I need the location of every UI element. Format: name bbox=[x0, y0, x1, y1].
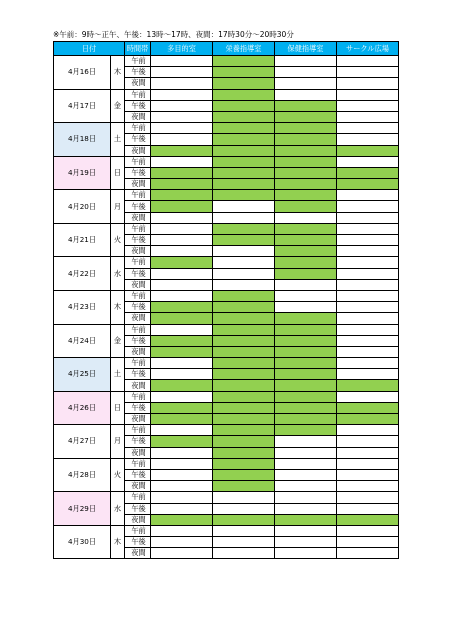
time-slot-cell: 午前 bbox=[125, 458, 151, 469]
nutrition-room-booked-cell[interactable] bbox=[213, 134, 275, 145]
reservation-schedule-table bbox=[53, 41, 399, 559]
health-room-free-cell[interactable] bbox=[275, 537, 337, 548]
time-slot-cell: 午前 bbox=[125, 324, 151, 335]
weekday-cell: 木 bbox=[111, 290, 125, 324]
circle-plaza-free-cell[interactable] bbox=[337, 335, 399, 346]
circle-plaza-free-cell[interactable] bbox=[337, 257, 399, 268]
time-slot-cell: 午後 bbox=[125, 436, 151, 447]
nutrition-room-booked-cell[interactable] bbox=[213, 290, 275, 301]
nutrition-room-booked-cell[interactable] bbox=[213, 335, 275, 346]
nutrition-room-booked-cell[interactable] bbox=[213, 514, 275, 525]
circle-plaza-free-cell[interactable] bbox=[337, 302, 399, 313]
time-slot-cell: 夜間 bbox=[125, 346, 151, 357]
health-room-free-cell[interactable] bbox=[275, 212, 337, 223]
circle-plaza-free-cell[interactable] bbox=[337, 436, 399, 447]
multipurpose-room-booked-cell[interactable] bbox=[151, 346, 213, 357]
health-room-free-cell[interactable] bbox=[275, 481, 337, 492]
nutrition-room-booked-cell[interactable] bbox=[213, 358, 275, 369]
health-room-free-cell[interactable] bbox=[275, 302, 337, 313]
circle-plaza-free-cell[interactable] bbox=[337, 503, 399, 514]
time-slot-cell: 夜間 bbox=[125, 246, 151, 257]
multipurpose-room-free-cell[interactable] bbox=[151, 503, 213, 514]
time-slot-cell: 午後 bbox=[125, 402, 151, 413]
weekday-cell: 日 bbox=[111, 156, 125, 190]
date-cell: 4月29日 bbox=[54, 492, 111, 526]
nutrition-room-booked-cell[interactable] bbox=[213, 391, 275, 402]
weekday-cell: 水 bbox=[111, 492, 125, 526]
health-room-booked-cell[interactable] bbox=[275, 167, 337, 178]
multipurpose-room-free-cell[interactable] bbox=[151, 89, 213, 100]
nutrition-room-booked-cell[interactable] bbox=[213, 67, 275, 78]
multipurpose-room-free-cell[interactable] bbox=[151, 447, 213, 458]
header-circle-plaza: サークル広場 bbox=[337, 42, 399, 56]
circle-plaza-free-cell[interactable] bbox=[337, 223, 399, 234]
date-cell: 4月24日 bbox=[54, 324, 111, 358]
circle-plaza-free-cell[interactable] bbox=[337, 100, 399, 111]
nutrition-room-free-cell[interactable] bbox=[213, 503, 275, 514]
multipurpose-room-free-cell[interactable] bbox=[151, 548, 213, 559]
time-slot-cell: 午前 bbox=[125, 223, 151, 234]
time-slot-cell: 夜間 bbox=[125, 414, 151, 425]
time-slot-cell: 午後 bbox=[125, 302, 151, 313]
health-room-booked-cell[interactable] bbox=[275, 425, 337, 436]
circle-plaza-free-cell[interactable] bbox=[337, 391, 399, 402]
nutrition-room-booked-cell[interactable] bbox=[213, 425, 275, 436]
circle-plaza-free-cell[interactable] bbox=[337, 201, 399, 212]
weekday-cell: 土 bbox=[111, 123, 125, 157]
nutrition-room-booked-cell[interactable] bbox=[213, 380, 275, 391]
nutrition-room-booked-cell[interactable] bbox=[213, 369, 275, 380]
schedule-body bbox=[54, 56, 399, 559]
nutrition-room-booked-cell[interactable] bbox=[213, 481, 275, 492]
nutrition-room-booked-cell[interactable] bbox=[213, 313, 275, 324]
health-room-booked-cell[interactable] bbox=[275, 358, 337, 369]
circle-plaza-free-cell[interactable] bbox=[337, 324, 399, 335]
circle-plaza-free-cell[interactable] bbox=[337, 235, 399, 246]
time-slot-cell: 午後 bbox=[125, 503, 151, 514]
multipurpose-room-booked-cell[interactable] bbox=[151, 380, 213, 391]
circle-plaza-free-cell[interactable] bbox=[337, 156, 399, 167]
nutrition-room-free-cell[interactable] bbox=[213, 268, 275, 279]
circle-plaza-free-cell[interactable] bbox=[337, 425, 399, 436]
time-slot-cell: 夜間 bbox=[125, 514, 151, 525]
header-multipurpose-room: 多目的室 bbox=[151, 42, 213, 56]
header-time-slot: 時間帯 bbox=[125, 42, 151, 56]
time-slot-cell: 午後 bbox=[125, 201, 151, 212]
time-slot-cell: 午前 bbox=[125, 257, 151, 268]
table-row bbox=[54, 89, 399, 100]
health-room-booked-cell[interactable] bbox=[275, 514, 337, 525]
weekday-cell: 月 bbox=[111, 425, 125, 459]
time-slot-cell: 午前 bbox=[125, 123, 151, 134]
multipurpose-room-free-cell[interactable] bbox=[151, 111, 213, 122]
multipurpose-room-free-cell[interactable] bbox=[151, 469, 213, 480]
nutrition-room-booked-cell[interactable] bbox=[213, 56, 275, 67]
header-date: 日付 bbox=[54, 42, 125, 56]
nutrition-room-free-cell[interactable] bbox=[213, 548, 275, 559]
header-row bbox=[54, 42, 399, 56]
time-slot-cell: 午後 bbox=[125, 469, 151, 480]
multipurpose-room-free-cell[interactable] bbox=[151, 223, 213, 234]
circle-plaza-booked-cell[interactable] bbox=[337, 414, 399, 425]
time-slot-cell: 夜間 bbox=[125, 447, 151, 458]
nutrition-room-booked-cell[interactable] bbox=[213, 469, 275, 480]
health-room-booked-cell[interactable] bbox=[275, 179, 337, 190]
nutrition-room-booked-cell[interactable] bbox=[213, 145, 275, 156]
circle-plaza-free-cell[interactable] bbox=[337, 481, 399, 492]
nutrition-room-booked-cell[interactable] bbox=[213, 123, 275, 134]
date-cell: 4月28日 bbox=[54, 458, 111, 492]
health-room-free-cell[interactable] bbox=[275, 78, 337, 89]
circle-plaza-booked-cell[interactable] bbox=[337, 402, 399, 413]
circle-plaza-booked-cell[interactable] bbox=[337, 514, 399, 525]
health-room-booked-cell[interactable] bbox=[275, 313, 337, 324]
time-slot-cell: 午前 bbox=[125, 358, 151, 369]
multipurpose-room-booked-cell[interactable] bbox=[151, 179, 213, 190]
circle-plaza-free-cell[interactable] bbox=[337, 268, 399, 279]
multipurpose-room-free-cell[interactable] bbox=[151, 425, 213, 436]
table-row bbox=[54, 290, 399, 301]
multipurpose-room-free-cell[interactable] bbox=[151, 279, 213, 290]
table-row bbox=[54, 324, 399, 335]
time-slot-cell: 夜間 bbox=[125, 481, 151, 492]
circle-plaza-free-cell[interactable] bbox=[337, 134, 399, 145]
circle-plaza-booked-cell[interactable] bbox=[337, 145, 399, 156]
multipurpose-room-free-cell[interactable] bbox=[151, 134, 213, 145]
multipurpose-room-booked-cell[interactable] bbox=[151, 402, 213, 413]
health-room-free-cell[interactable] bbox=[275, 458, 337, 469]
time-slot-cell: 午後 bbox=[125, 235, 151, 246]
date-cell: 4月25日 bbox=[54, 358, 111, 392]
circle-plaza-free-cell[interactable] bbox=[337, 246, 399, 257]
multipurpose-room-booked-cell[interactable] bbox=[151, 313, 213, 324]
time-slot-cell: 午後 bbox=[125, 335, 151, 346]
health-room-free-cell[interactable] bbox=[275, 67, 337, 78]
time-slot-cell: 午前 bbox=[125, 190, 151, 201]
date-cell: 4月30日 bbox=[54, 525, 111, 559]
health-room-free-cell[interactable] bbox=[275, 436, 337, 447]
health-room-booked-cell[interactable] bbox=[275, 335, 337, 346]
time-slot-cell: 夜間 bbox=[125, 279, 151, 290]
multipurpose-room-free-cell[interactable] bbox=[151, 391, 213, 402]
table-row bbox=[54, 525, 399, 536]
date-cell: 4月27日 bbox=[54, 425, 111, 459]
circle-plaza-free-cell[interactable] bbox=[337, 56, 399, 67]
nutrition-room-free-cell[interactable] bbox=[213, 279, 275, 290]
health-room-booked-cell[interactable] bbox=[275, 145, 337, 156]
multipurpose-room-free-cell[interactable] bbox=[151, 123, 213, 134]
nutrition-room-free-cell[interactable] bbox=[213, 201, 275, 212]
multipurpose-room-free-cell[interactable] bbox=[151, 235, 213, 246]
circle-plaza-free-cell[interactable] bbox=[337, 358, 399, 369]
time-slot-cell: 午後 bbox=[125, 67, 151, 78]
time-slot-cell: 夜間 bbox=[125, 179, 151, 190]
time-slot-cell: 午後 bbox=[125, 268, 151, 279]
health-room-free-cell[interactable] bbox=[275, 89, 337, 100]
health-room-free-cell[interactable] bbox=[275, 56, 337, 67]
time-slot-cell: 夜間 bbox=[125, 78, 151, 89]
circle-plaza-free-cell[interactable] bbox=[337, 548, 399, 559]
multipurpose-room-free-cell[interactable] bbox=[151, 268, 213, 279]
time-slot-cell: 午後 bbox=[125, 369, 151, 380]
nutrition-room-booked-cell[interactable] bbox=[213, 78, 275, 89]
circle-plaza-free-cell[interactable] bbox=[337, 279, 399, 290]
multipurpose-room-free-cell[interactable] bbox=[151, 324, 213, 335]
time-slot-cell: 午後 bbox=[125, 134, 151, 145]
health-room-booked-cell[interactable] bbox=[275, 134, 337, 145]
circle-plaza-free-cell[interactable] bbox=[337, 313, 399, 324]
health-room-booked-cell[interactable] bbox=[275, 111, 337, 122]
time-slot-cell: 午前 bbox=[125, 425, 151, 436]
health-room-booked-cell[interactable] bbox=[275, 223, 337, 234]
health-room-booked-cell[interactable] bbox=[275, 257, 337, 268]
multipurpose-room-free-cell[interactable] bbox=[151, 537, 213, 548]
time-slot-cell: 夜間 bbox=[125, 313, 151, 324]
circle-plaza-free-cell[interactable] bbox=[337, 212, 399, 223]
date-cell: 4月23日 bbox=[54, 290, 111, 324]
circle-plaza-free-cell[interactable] bbox=[337, 525, 399, 536]
table-row bbox=[54, 56, 399, 67]
circle-plaza-free-cell[interactable] bbox=[337, 469, 399, 480]
health-room-free-cell[interactable] bbox=[275, 279, 337, 290]
time-slot-cell: 午前 bbox=[125, 525, 151, 536]
health-room-booked-cell[interactable] bbox=[275, 369, 337, 380]
health-room-booked-cell[interactable] bbox=[275, 391, 337, 402]
nutrition-room-booked-cell[interactable] bbox=[213, 458, 275, 469]
circle-plaza-free-cell[interactable] bbox=[337, 89, 399, 100]
date-cell: 4月20日 bbox=[54, 190, 111, 224]
multipurpose-room-booked-cell[interactable] bbox=[151, 335, 213, 346]
nutrition-room-free-cell[interactable] bbox=[213, 257, 275, 268]
time-slot-cell: 夜間 bbox=[125, 145, 151, 156]
multipurpose-room-free-cell[interactable] bbox=[151, 369, 213, 380]
health-room-booked-cell[interactable] bbox=[275, 346, 337, 357]
time-slot-cell: 午前 bbox=[125, 156, 151, 167]
date-cell: 4月16日 bbox=[54, 56, 111, 90]
date-cell: 4月22日 bbox=[54, 257, 111, 291]
nutrition-room-booked-cell[interactable] bbox=[213, 156, 275, 167]
nutrition-room-free-cell[interactable] bbox=[213, 537, 275, 548]
time-slot-cell: 午前 bbox=[125, 89, 151, 100]
date-cell: 4月19日 bbox=[54, 156, 111, 190]
weekday-cell: 火 bbox=[111, 458, 125, 492]
health-room-booked-cell[interactable] bbox=[275, 156, 337, 167]
multipurpose-room-free-cell[interactable] bbox=[151, 212, 213, 223]
nutrition-room-booked-cell[interactable] bbox=[213, 167, 275, 178]
multipurpose-room-free-cell[interactable] bbox=[151, 56, 213, 67]
multipurpose-room-free-cell[interactable] bbox=[151, 525, 213, 536]
health-room-free-cell[interactable] bbox=[275, 492, 337, 503]
table-row bbox=[54, 492, 399, 503]
time-slot-cell: 午前 bbox=[125, 56, 151, 67]
multipurpose-room-free-cell[interactable] bbox=[151, 492, 213, 503]
header-nutrition-room: 栄養指導室 bbox=[213, 42, 275, 56]
weekday-cell: 木 bbox=[111, 56, 125, 90]
multipurpose-room-free-cell[interactable] bbox=[151, 358, 213, 369]
circle-plaza-booked-cell[interactable] bbox=[337, 380, 399, 391]
nutrition-room-free-cell[interactable] bbox=[213, 246, 275, 257]
health-room-booked-cell[interactable] bbox=[275, 324, 337, 335]
time-slot-cell: 午後 bbox=[125, 100, 151, 111]
health-room-free-cell[interactable] bbox=[275, 447, 337, 458]
multipurpose-room-free-cell[interactable] bbox=[151, 67, 213, 78]
multipurpose-room-booked-cell[interactable] bbox=[151, 436, 213, 447]
nutrition-room-booked-cell[interactable] bbox=[213, 235, 275, 246]
circle-plaza-free-cell[interactable] bbox=[337, 123, 399, 134]
nutrition-room-booked-cell[interactable] bbox=[213, 402, 275, 413]
nutrition-room-booked-cell[interactable] bbox=[213, 414, 275, 425]
nutrition-room-free-cell[interactable] bbox=[213, 212, 275, 223]
circle-plaza-free-cell[interactable] bbox=[337, 290, 399, 301]
weekday-cell: 木 bbox=[111, 525, 125, 559]
multipurpose-room-booked-cell[interactable] bbox=[151, 190, 213, 201]
nutrition-room-booked-cell[interactable] bbox=[213, 190, 275, 201]
health-room-booked-cell[interactable] bbox=[275, 246, 337, 257]
weekday-cell: 日 bbox=[111, 391, 125, 425]
health-room-booked-cell[interactable] bbox=[275, 123, 337, 134]
circle-plaza-free-cell[interactable] bbox=[337, 346, 399, 357]
health-room-free-cell[interactable] bbox=[275, 469, 337, 480]
health-room-booked-cell[interactable] bbox=[275, 100, 337, 111]
time-slot-note: ※午前：9時～正午、午後：13時～17時、夜間：17時30分～20時30分 bbox=[53, 30, 294, 39]
health-room-booked-cell[interactable] bbox=[275, 190, 337, 201]
date-cell: 4月18日 bbox=[54, 123, 111, 157]
circle-plaza-free-cell[interactable] bbox=[337, 111, 399, 122]
table-row bbox=[54, 358, 399, 369]
circle-plaza-free-cell[interactable] bbox=[337, 537, 399, 548]
time-slot-cell: 夜間 bbox=[125, 548, 151, 559]
table-row bbox=[54, 458, 399, 469]
health-room-free-cell[interactable] bbox=[275, 525, 337, 536]
weekday-cell: 水 bbox=[111, 257, 125, 291]
table-row bbox=[54, 391, 399, 402]
nutrition-room-booked-cell[interactable] bbox=[213, 100, 275, 111]
weekday-cell: 金 bbox=[111, 89, 125, 123]
multipurpose-room-free-cell[interactable] bbox=[151, 100, 213, 111]
nutrition-room-booked-cell[interactable] bbox=[213, 223, 275, 234]
multipurpose-room-free-cell[interactable] bbox=[151, 78, 213, 89]
time-slot-cell: 夜間 bbox=[125, 111, 151, 122]
nutrition-room-booked-cell[interactable] bbox=[213, 302, 275, 313]
date-cell: 4月26日 bbox=[54, 391, 111, 425]
health-room-booked-cell[interactable] bbox=[275, 201, 337, 212]
table-row bbox=[54, 257, 399, 268]
health-room-booked-cell[interactable] bbox=[275, 268, 337, 279]
circle-plaza-free-cell[interactable] bbox=[337, 458, 399, 469]
weekday-cell: 火 bbox=[111, 223, 125, 257]
health-room-free-cell[interactable] bbox=[275, 503, 337, 514]
weekday-cell: 金 bbox=[111, 324, 125, 358]
circle-plaza-booked-cell[interactable] bbox=[337, 167, 399, 178]
circle-plaza-booked-cell[interactable] bbox=[337, 179, 399, 190]
circle-plaza-free-cell[interactable] bbox=[337, 190, 399, 201]
multipurpose-room-free-cell[interactable] bbox=[151, 156, 213, 167]
time-slot-cell: 午後 bbox=[125, 167, 151, 178]
nutrition-room-booked-cell[interactable] bbox=[213, 436, 275, 447]
multipurpose-room-booked-cell[interactable] bbox=[151, 514, 213, 525]
circle-plaza-free-cell[interactable] bbox=[337, 67, 399, 78]
multipurpose-room-free-cell[interactable] bbox=[151, 458, 213, 469]
health-room-booked-cell[interactable] bbox=[275, 414, 337, 425]
header-health-room: 保健指導室 bbox=[275, 42, 337, 56]
table-row bbox=[54, 123, 399, 134]
time-slot-cell: 午前 bbox=[125, 290, 151, 301]
time-slot-cell: 午前 bbox=[125, 492, 151, 503]
multipurpose-room-booked-cell[interactable] bbox=[151, 167, 213, 178]
date-cell: 4月17日 bbox=[54, 89, 111, 123]
health-room-booked-cell[interactable] bbox=[275, 235, 337, 246]
multipurpose-room-booked-cell[interactable] bbox=[151, 257, 213, 268]
table-row bbox=[54, 156, 399, 167]
nutrition-room-booked-cell[interactable] bbox=[213, 324, 275, 335]
date-cell: 4月21日 bbox=[54, 223, 111, 257]
nutrition-room-free-cell[interactable] bbox=[213, 492, 275, 503]
circle-plaza-free-cell[interactable] bbox=[337, 78, 399, 89]
multipurpose-room-booked-cell[interactable] bbox=[151, 414, 213, 425]
time-slot-cell: 夜間 bbox=[125, 380, 151, 391]
table-row bbox=[54, 223, 399, 234]
time-slot-cell: 夜間 bbox=[125, 212, 151, 223]
nutrition-room-booked-cell[interactable] bbox=[213, 447, 275, 458]
nutrition-room-booked-cell[interactable] bbox=[213, 346, 275, 357]
table-row bbox=[54, 425, 399, 436]
circle-plaza-free-cell[interactable] bbox=[337, 447, 399, 458]
weekday-cell: 月 bbox=[111, 190, 125, 224]
time-slot-cell: 午後 bbox=[125, 537, 151, 548]
nutrition-room-free-cell[interactable] bbox=[213, 525, 275, 536]
time-slot-cell: 午前 bbox=[125, 391, 151, 402]
multipurpose-room-booked-cell[interactable] bbox=[151, 201, 213, 212]
nutrition-room-booked-cell[interactable] bbox=[213, 179, 275, 190]
health-room-free-cell[interactable] bbox=[275, 548, 337, 559]
multipurpose-room-free-cell[interactable] bbox=[151, 481, 213, 492]
circle-plaza-free-cell[interactable] bbox=[337, 492, 399, 503]
multipurpose-room-booked-cell[interactable] bbox=[151, 145, 213, 156]
health-room-free-cell[interactable] bbox=[275, 290, 337, 301]
circle-plaza-free-cell[interactable] bbox=[337, 369, 399, 380]
health-room-booked-cell[interactable] bbox=[275, 380, 337, 391]
multipurpose-room-booked-cell[interactable] bbox=[151, 302, 213, 313]
multipurpose-room-free-cell[interactable] bbox=[151, 246, 213, 257]
weekday-cell: 土 bbox=[111, 358, 125, 392]
table-row bbox=[54, 190, 399, 201]
health-room-booked-cell[interactable] bbox=[275, 402, 337, 413]
nutrition-room-booked-cell[interactable] bbox=[213, 111, 275, 122]
multipurpose-room-free-cell[interactable] bbox=[151, 290, 213, 301]
nutrition-room-booked-cell[interactable] bbox=[213, 89, 275, 100]
